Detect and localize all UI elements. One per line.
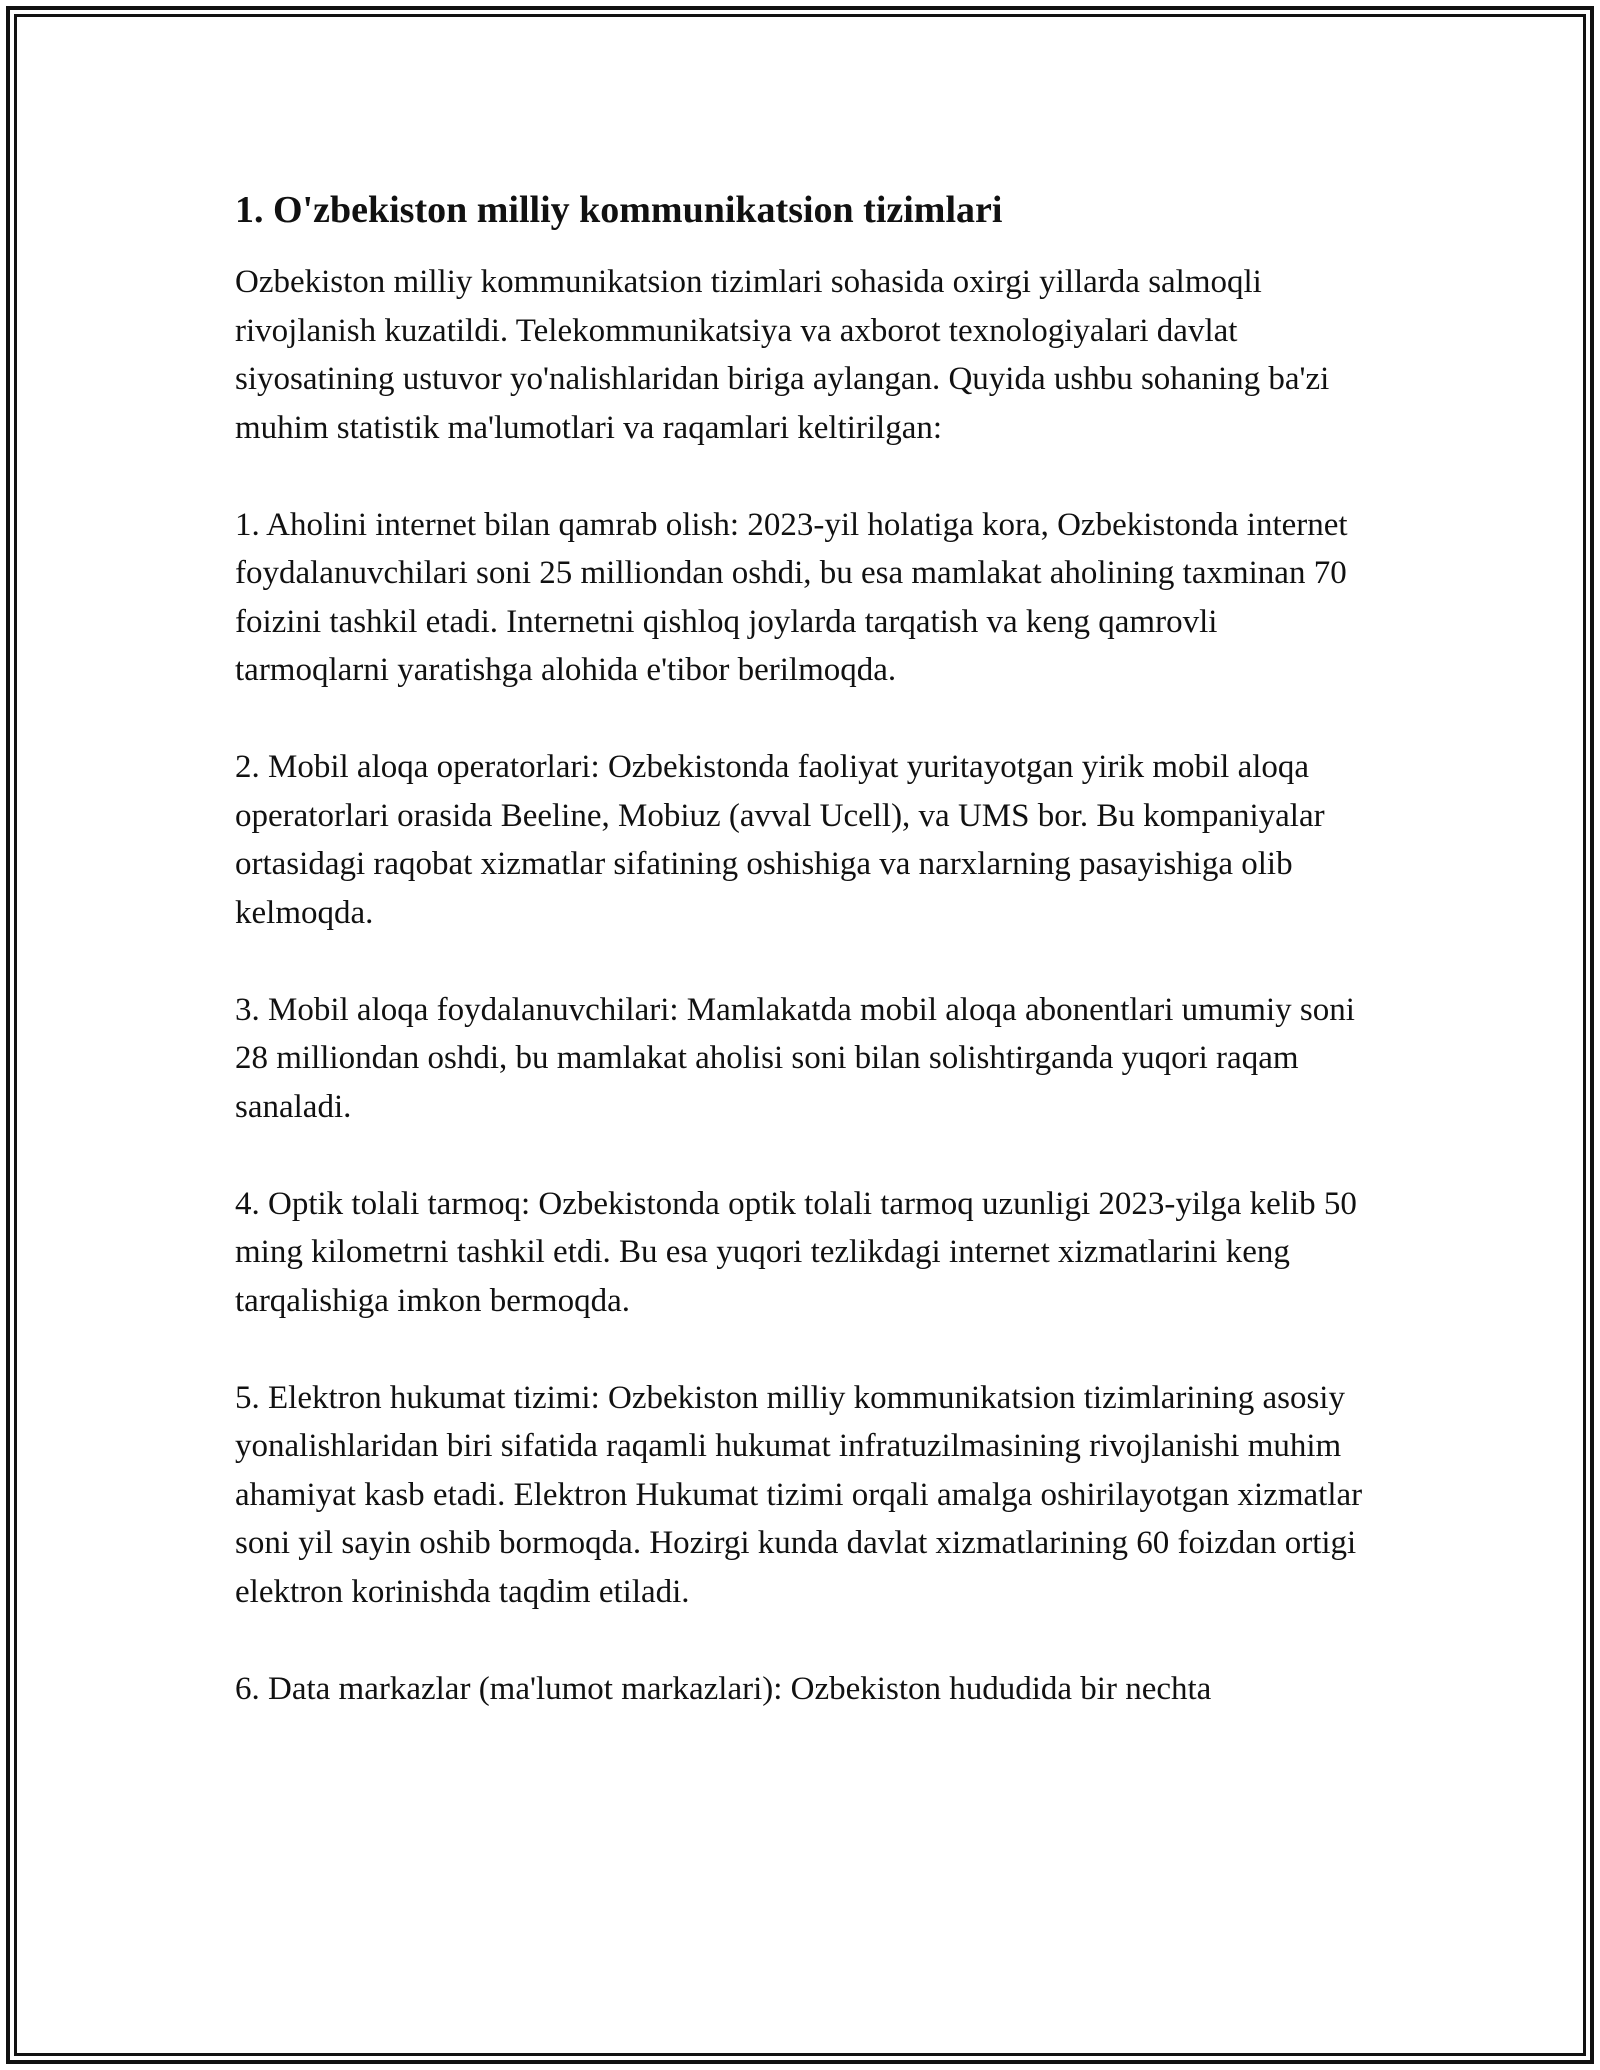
intro-paragraph: Ozbekiston milliy kommunikatsion tizimlari sohasida oxirgi yillarda salmoqli rivojlanish kuzatildi. Telekommunikatsiya va axborot texnologiyalari davlat siyosatining ustuvor yo'nalishlaridan biriga aylangan. Quyida ushbu sohaning ba'zi muhim statistik ma'lumotlari va raqamlari keltirilgan: xyxy=(235,264,1330,446)
list-item-optical-network: 4. Optik tolali tarmoq: Ozbekistonda optik tolali tarmoq uzunligi 2023-yilga kelib 50 ming kilometrni tashkil etdi. Bu esa yuqori tezlikdagi internet xizmatlarini keng tarqalishiga imkon bermoqda. xyxy=(235,1185,1357,1319)
section-heading: 1. O'zbekiston milliy kommunikatsion tizimlari xyxy=(235,189,1003,231)
list-item-mobile-users: 3. Mobil aloqa foydalanuvchilari: Mamlakatda mobil aloqa abonentlari umumiy soni 28 milliondan oshdi, bu mamlakat aholisi soni bilan solishtirganda yuqori raqam sanaladi. xyxy=(235,991,1355,1125)
list-item-e-government: 5. Elektron hukumat tizimi: Ozbekiston milliy kommunikatsion tizimlarining asosiy yonalishlaridan biri sifatida raqamli hukumat infratuzilmasining rivojlanishi muhim ahamiyat kasb etadi. Elektron Hukumat tizimi orqali amalga oshirilayotgan xizmatlar soni yil sayin oshib bormoqda. Hozirgi kunda davlat xizmatlarining 60 foizdan ortigi elektron korinishda taqdim etiladi. xyxy=(235,1379,1363,1610)
list-item-mobile-operators: 2. Mobil aloqa operatorlari: Ozbekistonda faoliyat yuritayotgan yirik mobil aloqa operatorlari orasida Beeline, Mobiuz (avval Ucell), va UMS bor. Bu kompaniyalar ortasidagi raqobat xizmatlar sifatining oshishiga va narxlarning pasayishiga olib kelmoqda. xyxy=(235,749,1325,931)
list-item-internet-coverage: 1. Aholini internet bilan qamrab olish: 2023-yil holatiga kora, Ozbekistonda internet foydalanuvchilari soni 25 milliondan oshdi, bu esa mamlakat aholining taxminan 70 foizini tashkil etadi. Internetni qishloq joylarda tarqatish va keng qamrovli tarmoqlarni yaratishga alohida e'tibor berilmoqda. xyxy=(235,506,1348,688)
list-item-data-centers: 6. Data markazlar (ma'lumot markazlari): Ozbekiston hududida bir nechta xyxy=(235,1670,1212,1707)
document-body xyxy=(235,186,1375,1762)
